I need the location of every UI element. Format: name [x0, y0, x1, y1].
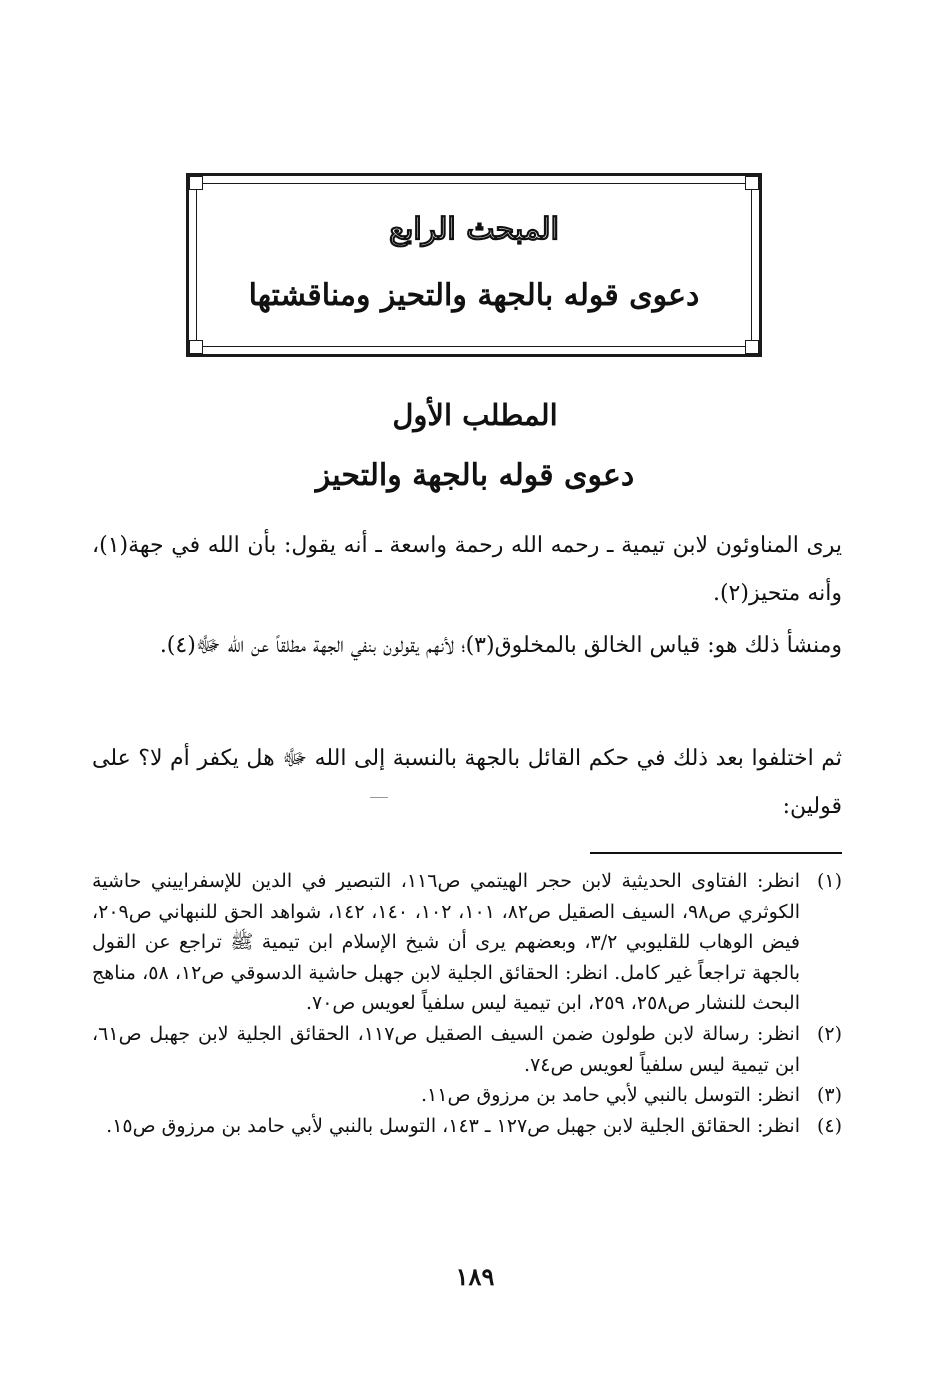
- section-title: دعوى قوله بالجهة والتحيز ومناقشتها: [248, 278, 700, 313]
- footnotes: [92, 866, 842, 1141]
- footnote-separator: [590, 852, 842, 854]
- frame-corner-ornament: [745, 340, 759, 354]
- title-frame-inner: [196, 183, 752, 347]
- footnote: [92, 1019, 842, 1080]
- footnote-number: (١): [816, 870, 842, 892]
- ink-mark: [370, 797, 388, 798]
- footnote: [92, 1111, 842, 1142]
- footnote-text: انظر: رسالة لابن طولون ضمن السيف الصقيل ص١١٧، الحقائق الجلية لابن جهبل ص٦١، ابن تيمية ليس سلفياً لعويس ص٧٤.: [92, 1022, 800, 1076]
- frame-corner-ornament: [189, 176, 203, 190]
- footnote-text: انظر: التوسل بالنبي لأبي حامد بن مرزوق ص١١.: [421, 1084, 800, 1107]
- footnote-text: انظر: الحقائق الجلية لابن جهبل ص١٢٧ ـ ١٤٣، التوسل بالنبي لأبي حامد بن مرزوق ص١٥.: [106, 1114, 800, 1137]
- frame-corner-ornament: [189, 340, 203, 354]
- paragraph: يرى المناوئون لابن تيمية ـ رحمه الله رحمة واسعة ـ أنه يقول: بأن الله في جهة(١)، وأنه متحيز(٢).: [92, 533, 842, 606]
- subsection-label: المطلب الأول: [392, 398, 558, 432]
- footnote-number: (٢): [816, 1022, 842, 1045]
- footnote: [92, 1080, 842, 1111]
- paragraph: ومنشأ ذلك هو: قياس الخالق بالمخلوق(٣)؛ لأنهم يقولون بنفي الجهة مطلقاً عن الله ﷻ(٤).: [159, 633, 842, 658]
- footnote: [92, 866, 842, 1019]
- page-number: ١٨٩: [455, 1262, 495, 1291]
- frame-corner-ornament: [745, 176, 759, 190]
- footnote-number: (٤): [816, 1114, 842, 1137]
- footnote-number: (٣): [816, 1084, 842, 1107]
- paragraph: ثم اختلفوا بعد ذلك في حكم القائل بالجهة بالنسبة إلى الله ﷻ هل يكفر أم لا؟ على قولين:: [92, 746, 842, 819]
- subsection-title: دعوى قوله بالجهة والتحيز: [315, 458, 635, 493]
- footnote-text: انظر: الفتاوى الحديثية لابن حجر الهيتمي ص١١٦، التبصير في الدين للإسفراييني حاشية الكوثري ص٩٨، السيف الصقيل ص٨٢، ١٠١، ١٠٢، ١٤٠، ١٤٢، شواهد الحق للنبهاني ص٢٠٩، فيض الوهاب للقليوبي ٣/٢، وبعضهم يرى أن شيخ الإسلام ابن تيمية ﷺ تراجع عن القول بالجهة تراجعاً غير كامل. انظر: الحقائق الجلية لابن جهبل حاشية الدسوقي ص١٢، ٥٨، مناهج البحث للنشار ص٢٥٨، ٢٥٩، ابن تيمية ليس سلفياً لعويس ص٧٠.: [92, 870, 801, 1015]
- section-label: المبحث الرابع: [389, 212, 559, 247]
